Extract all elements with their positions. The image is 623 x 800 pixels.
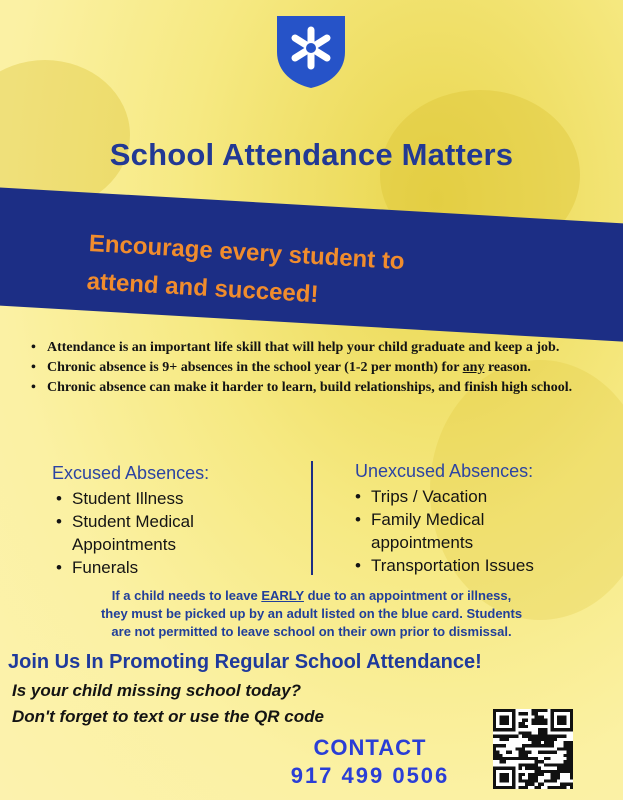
notice-line-1 xyxy=(0,587,623,605)
excused-item: • Student Illness xyxy=(56,487,194,510)
excused-list xyxy=(56,487,194,579)
join-heading: Join Us In Promoting Regular School Attendance! xyxy=(8,651,482,673)
asterisk-shield-logo-icon xyxy=(271,10,351,90)
fact-item xyxy=(26,378,596,397)
tagline-line-1: Encourage every student to xyxy=(88,229,406,276)
unexcused-item: • Trips / Vacation xyxy=(355,485,534,508)
notice-text: due to an appointment or illness, xyxy=(303,588,512,603)
fact-item xyxy=(26,358,596,377)
unexcused-list xyxy=(355,485,534,577)
excused-item: • Student Medical xyxy=(56,510,194,533)
attendance-facts-list xyxy=(26,338,596,398)
early-pickup-notice xyxy=(0,587,623,641)
fact-text: Chronic absence is 9+ absences in the school year (1-2 per month) for xyxy=(47,360,463,375)
fact-underline: any xyxy=(462,360,485,375)
excused-item: • Funerals xyxy=(56,556,194,579)
question-missing-school: Is your child missing school today? xyxy=(12,681,302,700)
contact-phone[interactable]: 917 499 0506 xyxy=(290,763,450,788)
fact-text: Chronic absence can make it harder to learn, build relationships, and finish high school. xyxy=(47,380,573,395)
fact-text: Attendance is an important life skill that will help your child graduate and keep a job. xyxy=(47,340,560,355)
notice-line-2: they must be picked up by an adult listed on the blue card. Students xyxy=(100,606,523,621)
qr-code-icon[interactable] xyxy=(493,709,573,789)
unexcused-item: • Family Medical xyxy=(355,508,534,531)
question-text-or-qr: Don't forget to text or use the QR code xyxy=(12,707,324,726)
unexcused-heading: Unexcused Absences: xyxy=(355,461,534,481)
background-shape xyxy=(0,60,130,210)
unexcused-item-continued: appointments xyxy=(371,533,474,552)
unexcused-item: • Transportation Issues xyxy=(355,554,534,577)
contact-label: CONTACT xyxy=(313,735,427,760)
column-divider xyxy=(311,461,313,575)
excused-heading: Excused Absences: xyxy=(52,463,210,483)
tagline-line-2: attend and succeed! xyxy=(85,267,320,309)
fact-text: reason. xyxy=(484,360,531,375)
notice-emphasis: EARLY xyxy=(261,588,304,603)
excused-item-continued: Appointments xyxy=(72,535,176,554)
contact-block xyxy=(270,735,470,789)
fact-item xyxy=(26,338,596,357)
notice-text: If a child needs to leave xyxy=(111,588,262,603)
notice-line-3: are not permitted to leave school on their own prior to dismissal. xyxy=(111,624,512,639)
page-title: School Attendance Matters xyxy=(109,137,514,172)
